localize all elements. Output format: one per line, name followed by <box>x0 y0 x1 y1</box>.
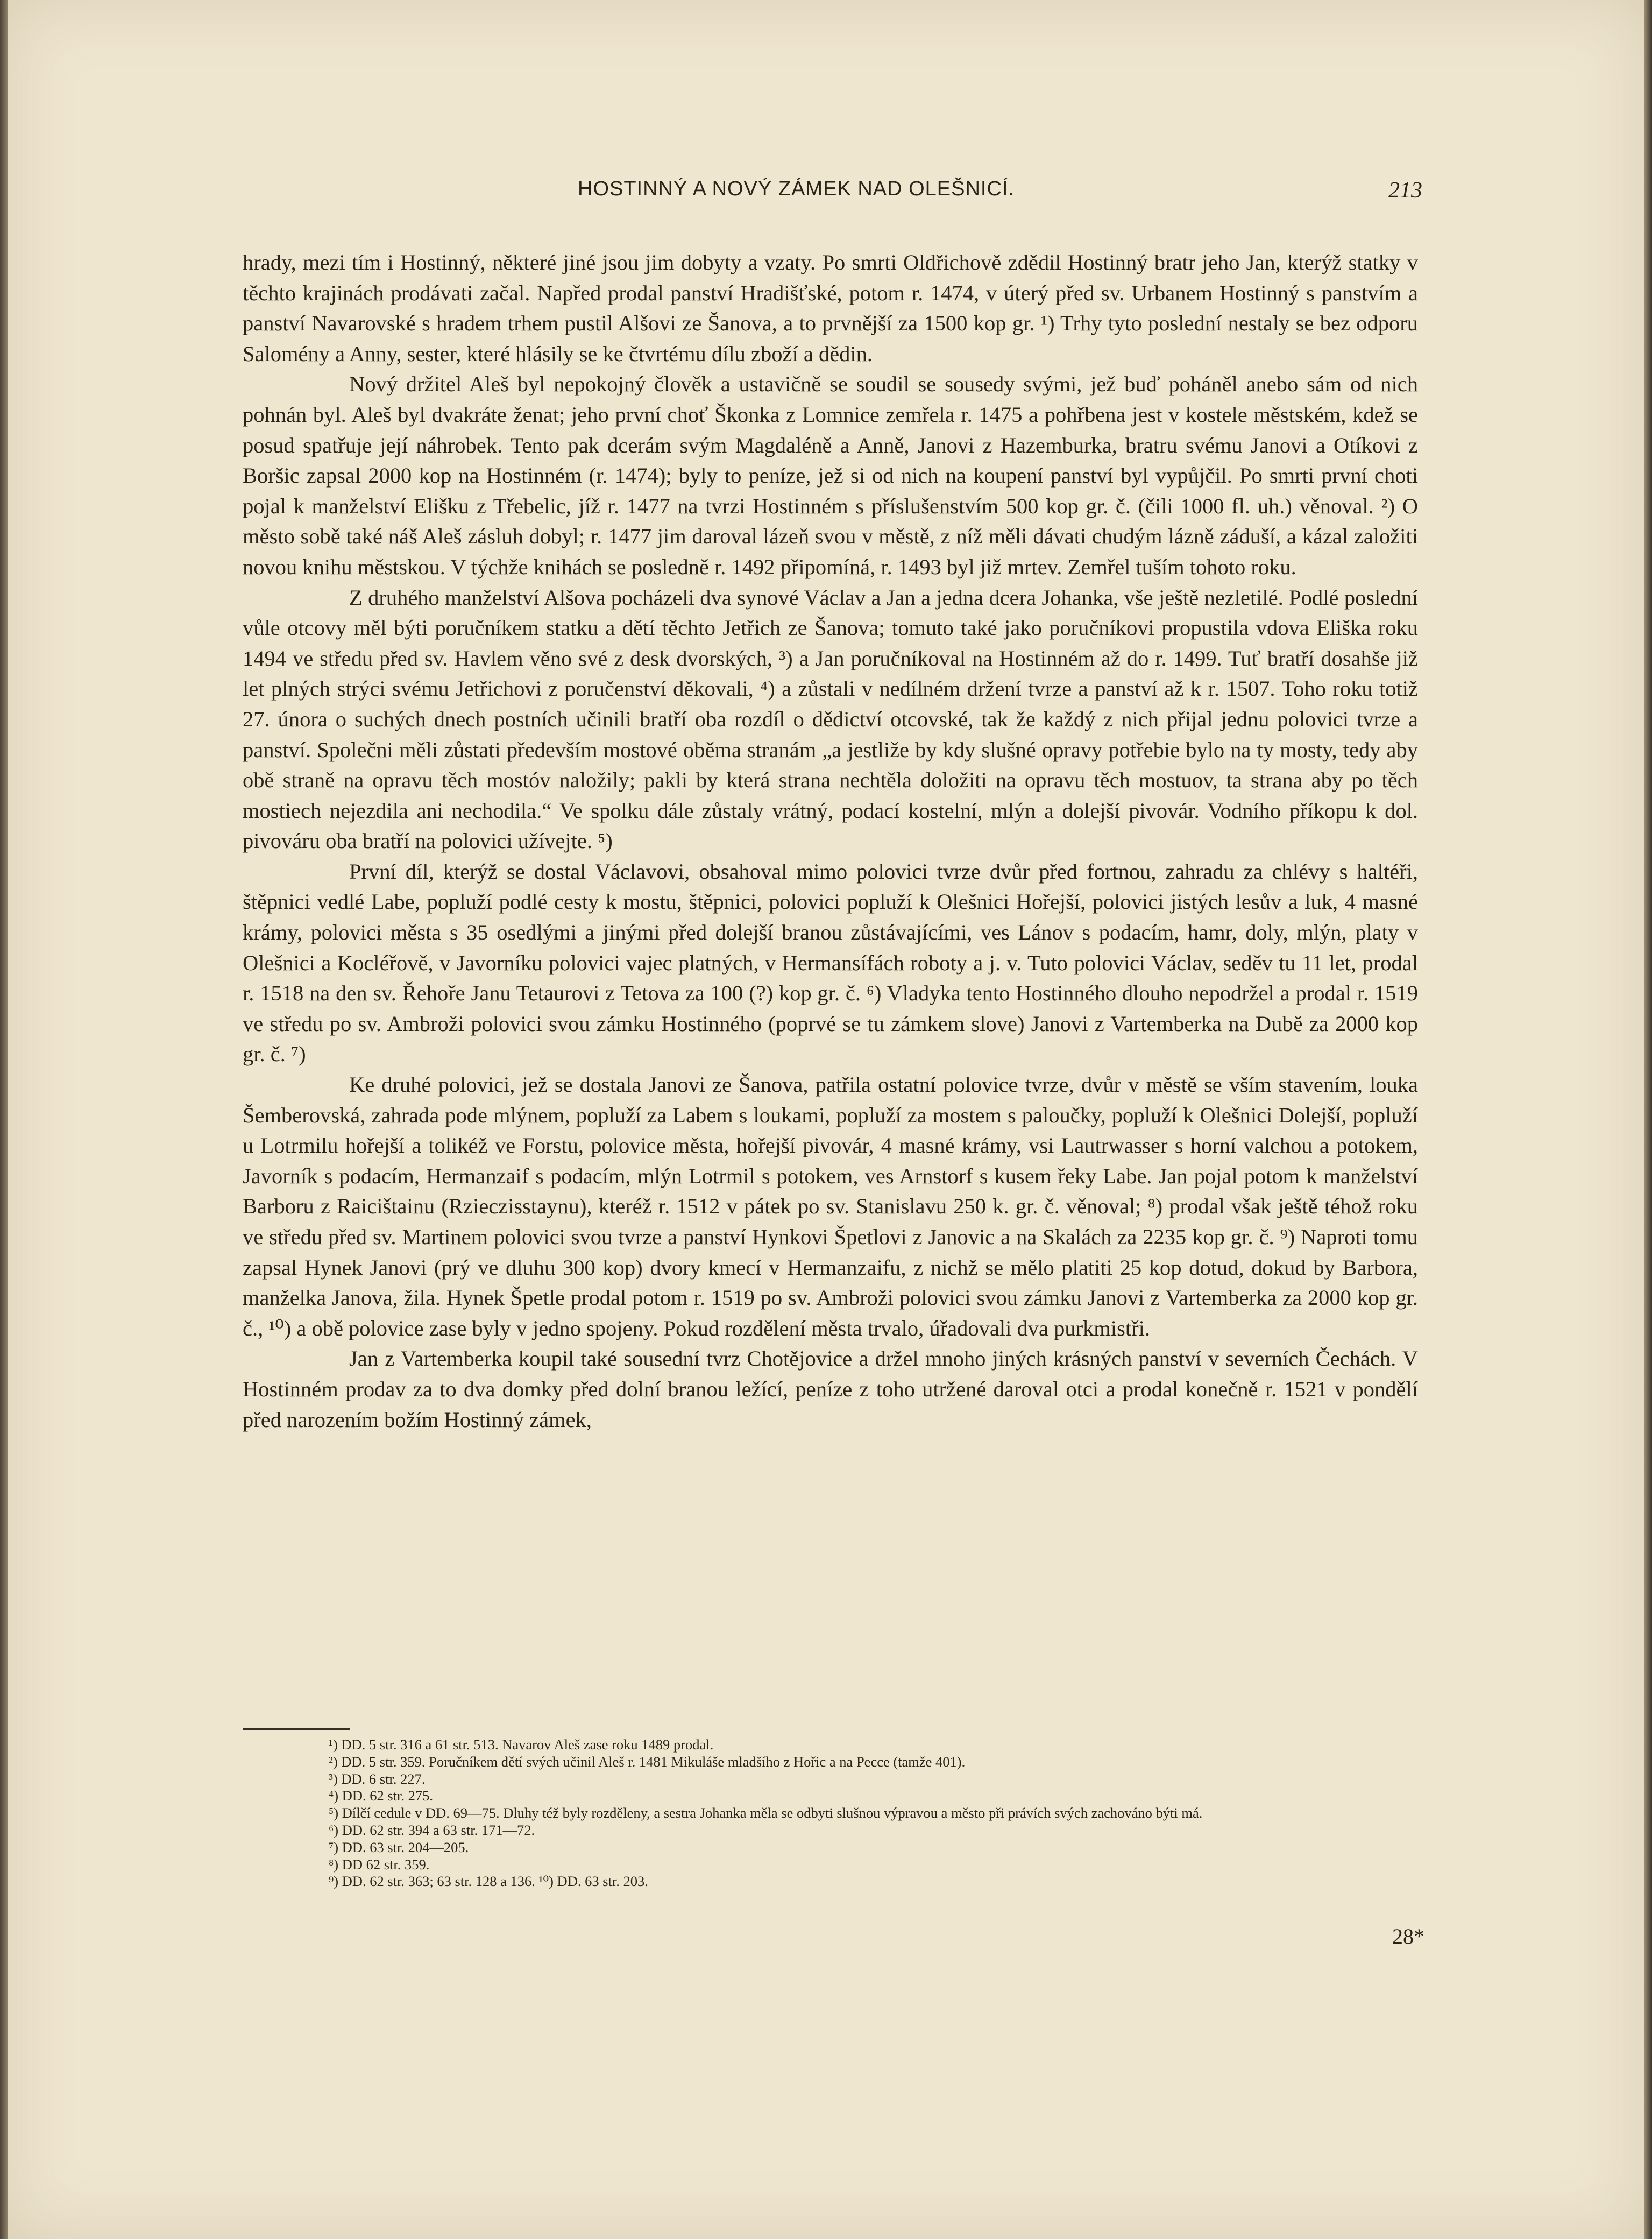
page-number: 213 <box>1388 178 1422 203</box>
paragraph: Jan z Vartemberka koupil také sousední tvrz Chotějovice a držel mnoho jiných krásných panství v severních Čechách. V Hostinném prodav za to dva domky před dolní branou ležící, peníze z toho utržené daroval otci a prodal konečně r. 1521 v pondělí před narozením božím Hostinný zámek, <box>243 1346 1418 1432</box>
paragraph: Z druhého manželství Alšova pocházeli dva synové Václav a Jan a jedna dcera Johanka, vše ještě nezletilé. Podlé poslední vůle otcovy měl býti poručníkem statku a dětí těchto Jetřich ze Šanova; tomuto také jako poručníkovi propustila vdova Eliška roku 1494 ve středu před sv. Havlem věno své z desk dvorských, ³) a Jan poručníkoval na Hostinném až do r. 1499. Tuť bratří dosahše již let plných strýci svému Jetřichovi z poručenství děkovali, ⁴) a zůstali v nedílném držení tvrze a panství až k r. 1507. Toho roku totiž 27. února o suchých dnech postních učinili bratří oba rozdíl o dědictví otcovské, tak že každý z nich přijal jednu polovici tvrze a panství. Společni měli zůstati především mostové oběma stranám „a jestliže by kdy slušné opravy potřebie bylo na ty mosty, tedy aby obě straně na opravu těch mostóv naložily; pakli by která strana nechtěla doložiti na opravu těch mostuov, ta strana aby po těch mostiech nejezdila ani nechodila.“ Ve spolku dále zůstaly vrátný, podací kostelní, mlýn a dolejší pivovár. Vodního příkopu k dol. pivováru oba bratří na polovici užívejte. ⁵) <box>243 585 1418 853</box>
footnote: ⁵) Dílčí cedule v DD. 69—75. Dluhy též byly rozděleny, a sestra Johanka měla se odbyti slušnou výpravou a město při právích svých zachováno býti má. <box>329 1805 1203 1821</box>
footnote-rule <box>243 1728 350 1730</box>
paragraph: hrady, mezi tím i Hostinný, některé jiné jsou jim dobyty a vzaty. Po smrti Oldřichově zdědil Hostinný bratr jeho Jan, kterýž statky v těchto krajinách prodávati začal. Napřed prodal panství Hradišťské, potom r. 1474, v úterý před sv. Urbanem Hostinný s panstvím a panství Navarovské s hradem trhem pustil Alšovi ze Šanova, a to prvnější za 1500 kop gr. ¹) Trhy tyto poslední nestaly se bez odporu Salomény a Anny, sester, které hlásily se ke čtvrtému dílu zboží a dědin. <box>243 250 1418 366</box>
paragraph: První díl, kterýž se dostal Václavovi, obsahoval mimo polovici tvrze dvůr před fortnou, zahradu za chlévy s haltéři, štěpnici vedlé Labe, popluží podlé cesty k mostu, štěpnici, polovici popluží k Olešnici Hořejší, polovici jistých lesův a luk, 4 masné krámy, polovici města s 35 osedlými a jinými před dolejší branou zůstávajícími, ves Lánov s podacím, hamr, doly, mlýn, platy v Olešnici a Kocléřově, v Javorníku polovici vajec platných, v Hermansífách roboty a j. v. Tuto polovici Václav, seděv tu 11 let, prodal r. 1518 na den sv. Řehoře Janu Tetaurovi z Tetova za 100 (?) kop gr. č. ⁶) Vladyka tento Hostinného dlouho nepodržel a prodal r. 1519 ve středu po sv. Ambroži polovici svou zámku Hostinného (poprvé se tu zámkem slove) Janovi z Vartemberka na Dubě za 2000 kop gr. č. ⁷) <box>243 859 1418 1066</box>
book-page <box>8 0 1645 2239</box>
running-head <box>239 178 1422 215</box>
footnote: ⁹) DD. 62 str. 363; 63 str. 128 a 136. ¹⁰) DD. 63 str. 203. <box>329 1873 648 1890</box>
book-spine-edge <box>0 0 8 2239</box>
paragraph: Ke druhé polovici, jež se dostala Janovi ze Šanova, patřila ostatní polovice tvrze, dvůr v městě se vším stavením, louka Šemberovská, zahrada pode mlýnem, popluží za Labem s loukami, popluží za mostem s paloučky, popluží k Olešnici Dolejší, popluží u Lotrmilu hořejší a tolikéž ve Forstu, polovice města, hořejší pivovár, 4 masné krámy, vsi Lautrwasser s horní valchou a potokem, Javorník s podacím, Hermanzaif s podacím, mlýn Lotrmil s potokem, ves Arnstorf s kusem řeky Labe. Jan pojal potom k manželství Barboru z Raicištainu (Rzieczisstaynu), kteréž r. 1512 v pátek po sv. Stanislavu 250 k. gr. č. věnoval; ⁸) prodal však ještě téhož roku ve středu před sv. Martinem polovici svou tvrze a panství Hynkovi Špetlovi z Janovic a na Skalách za 2235 kop gr. č. ⁹) Naproti tomu zapsal Hynek Janovi (prý ve dluhu 300 kop) dvory kmecí v Hermanzaifu, z nichž se mělo platiti 25 kop dotud, dokud by Barbora, manželka Janova, žila. Hynek Špetle prodal potom r. 1519 po sv. Ambroži polovici svou zámku Janovi z Vartemberka za 2000 kop gr. č., ¹⁰) a obě polovice zase byly v jedno spojeny. Pokud rozdělení města trvalo, úřadovali dva purkmistři. <box>243 1072 1418 1340</box>
footnote: ⁷) DD. 63 str. 204—205. <box>329 1839 469 1855</box>
page-title: HOSTINNÝ A NOVÝ ZÁMEK NAD OLEŠNICÍ. <box>578 178 1015 200</box>
paragraph: Nový držitel Aleš byl nepokojný člověk a ustavičně se soudil se sousedy svými, jež buď poháněl anebo sám od nich pohnán byl. Aleš byl dvakráte ženat; jeho první choť Škonka z Lomnice zemřela r. 1475 a pohřbena jest v kostele městském, kdež se posud spatřuje její náhrobek. Tento pak dcerám svým Magdaléně a Anně, Janovi z Hazemburka, bratru svému Janovi a Otíkovi z Boršic zapsal 2000 kop na Hostinném (r. 1474); byly to peníze, jež si od nich na koupení panství byl vypůjčil. Po smrti první choti pojal k manželství Elišku z Třebelic, jíž r. 1477 na tvrzi Hostinném s příslušenstvím 500 kop gr. č. (čili 1000 fl. uh.) věnoval. ²) O město sobě také náš Aleš zásluh dobyl; r. 1477 jim daroval lázeň svou v městě, z níž měli dávati chudým lázně záduší, a kázal založiti novou knihu městskou. V týchže knihách se posledně r. 1492 připomíná, r. 1493 byl již mrtev. Zemřel tuším tohoto roku. <box>243 372 1418 579</box>
footnotes <box>243 1736 1418 1890</box>
footnote: ²) DD. 5 str. 359. Poručníkem dětí svých učinil Aleš r. 1481 Mikuláše mladšího z Hořic a na Pecce (tamže 401). <box>329 1753 966 1770</box>
main-text <box>243 248 1418 1435</box>
sheet-signature: 28* <box>1392 1924 1424 1948</box>
page-right-edge <box>1644 0 1652 2239</box>
footnote: ¹) DD. 5 str. 316 a 61 str. 513. Navarov Aleš zase roku 1489 prodal. <box>329 1736 714 1753</box>
footnote: ⁶) DD. 62 str. 394 a 63 str. 171—72. <box>329 1821 535 1838</box>
footnote: ³) DD. 6 str. 227. <box>329 1770 426 1787</box>
footnote: ⁸) DD 62 str. 359. <box>329 1856 430 1873</box>
footnote: ⁴) DD. 62 str. 275. <box>329 1788 434 1804</box>
